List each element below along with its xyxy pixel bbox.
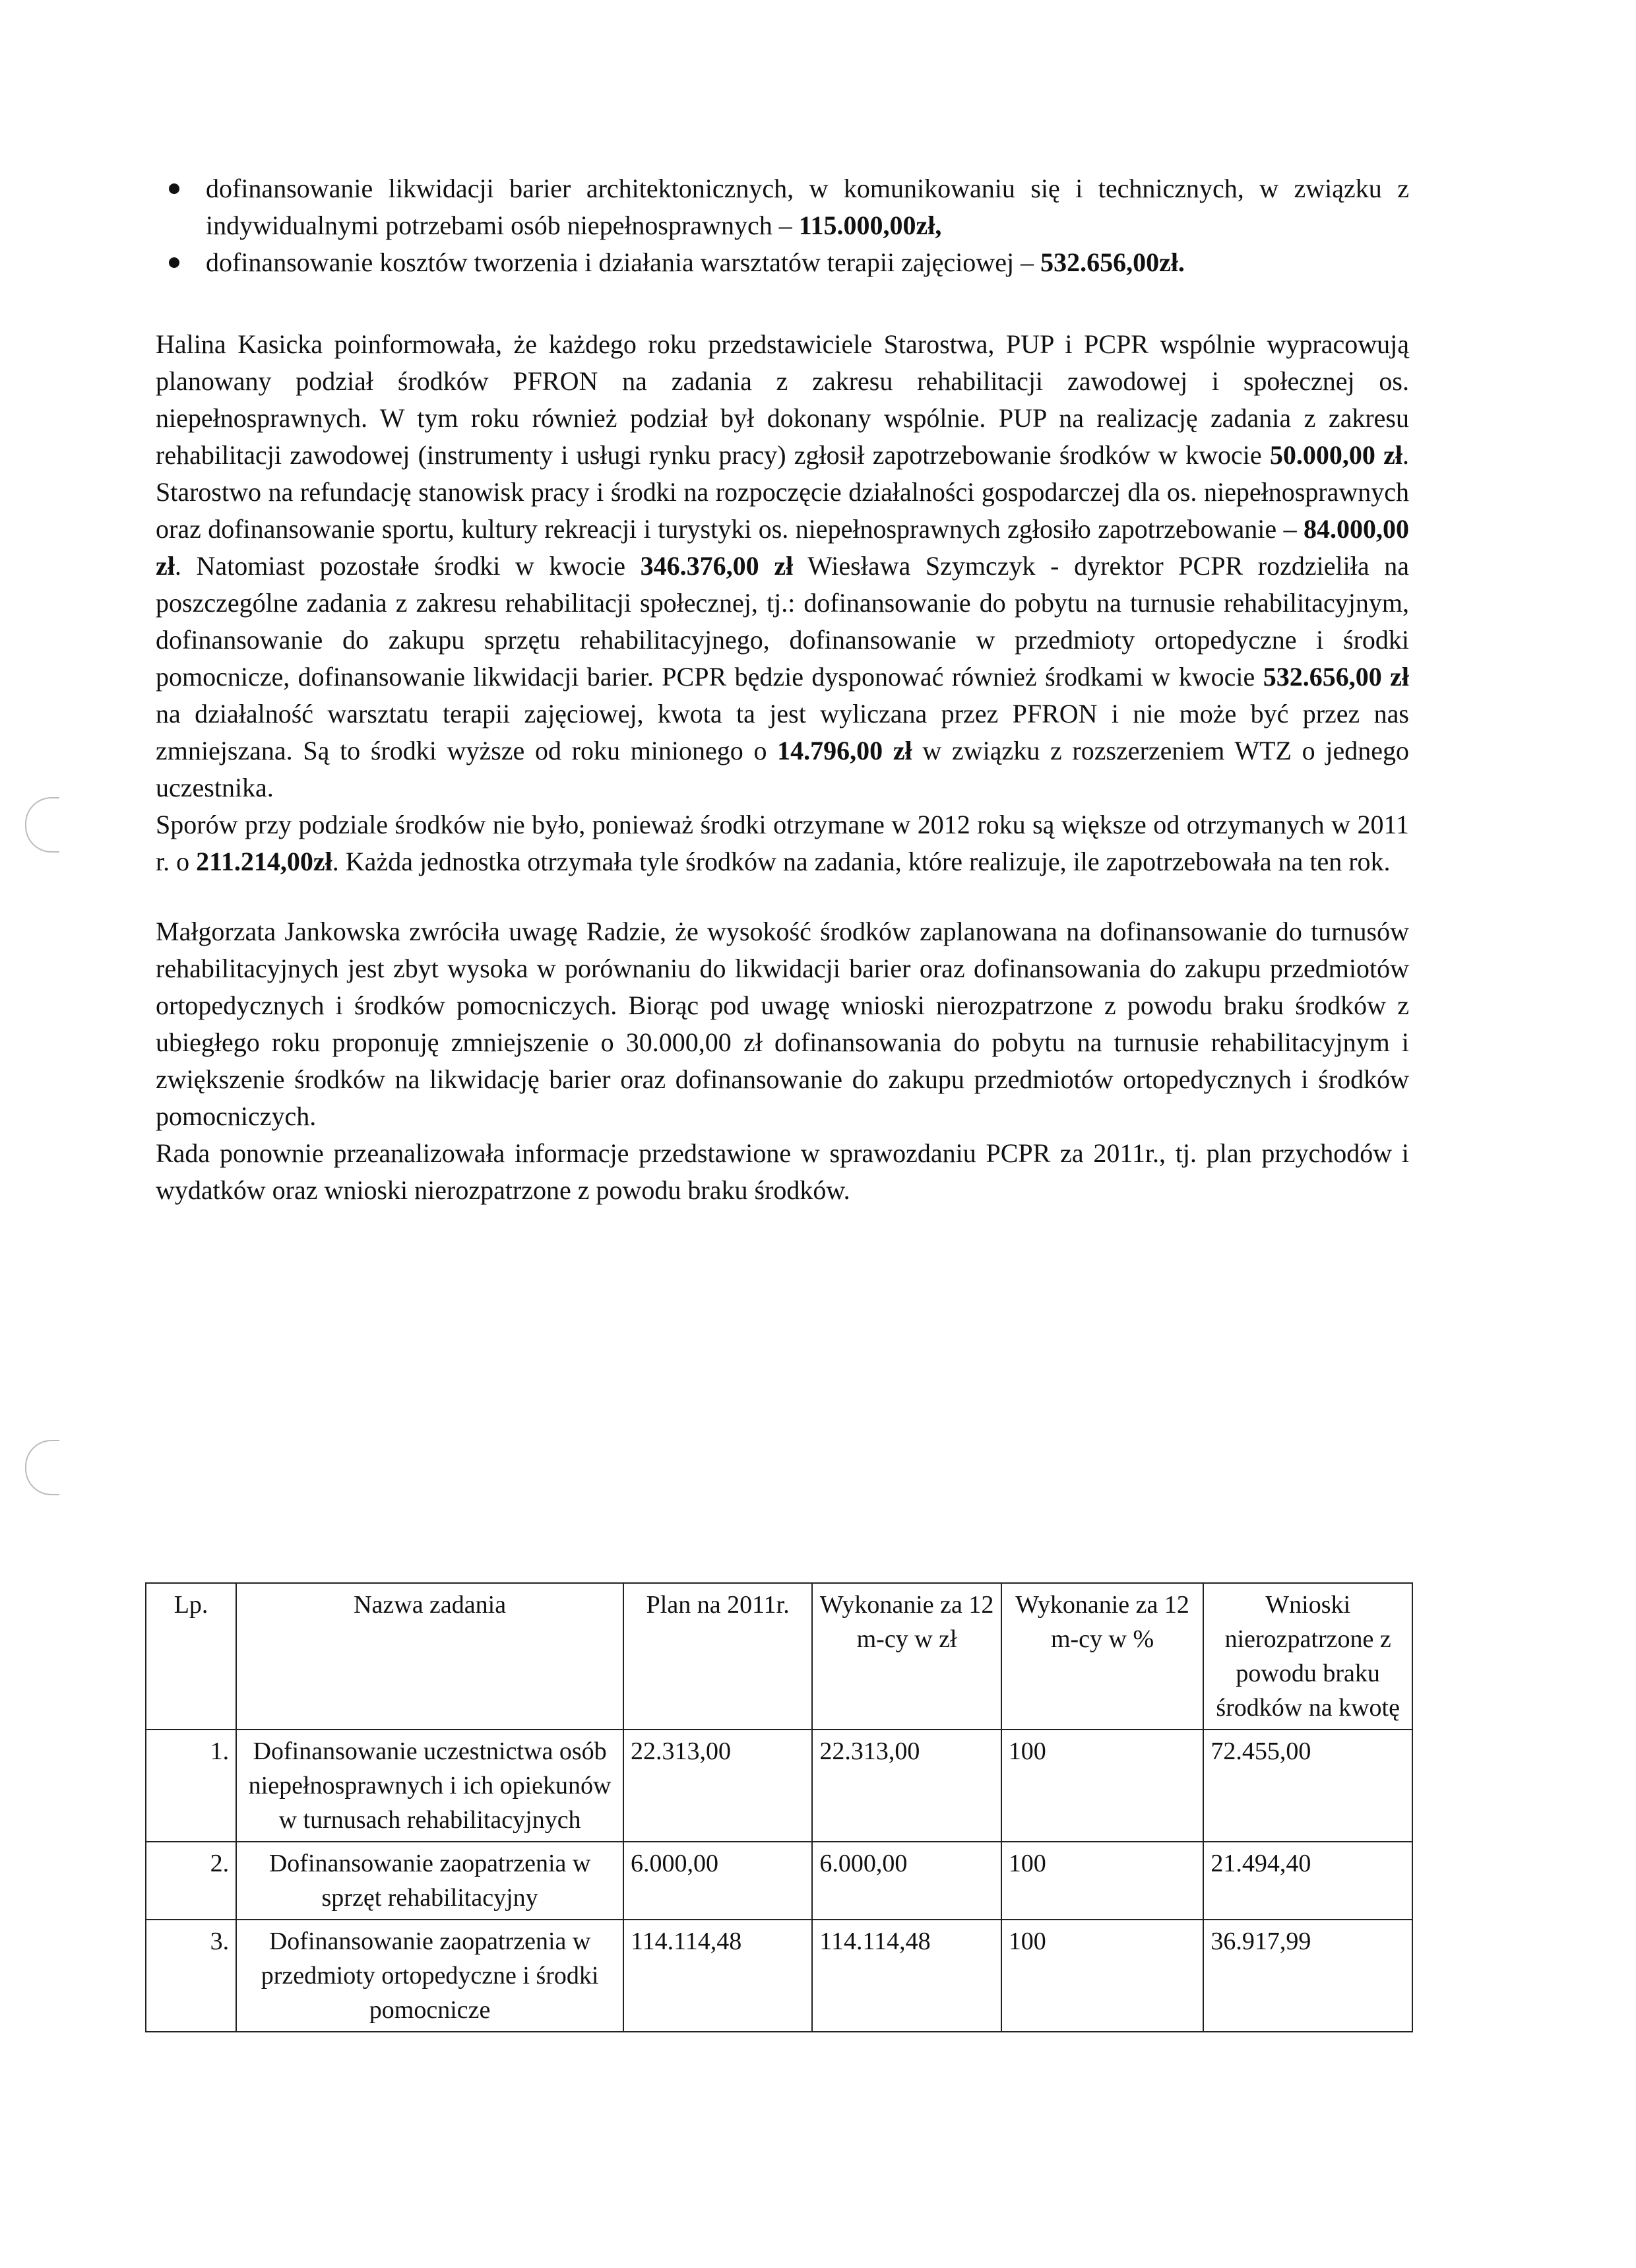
cell-plan: 114.114,48: [623, 1920, 812, 2032]
table-row: [146, 1842, 1412, 1920]
header-pending-requests: Wnioski nierozpatrzone z powodu braku środków na kwotę: [1203, 1583, 1412, 1730]
bullet-icon: [169, 257, 179, 268]
list-item-amount: 115.000,00zł,: [798, 211, 942, 240]
cell-pending-requests: 72.455,00: [1203, 1730, 1412, 1842]
cell-execution-percent: 100: [1001, 1730, 1204, 1842]
paragraph-disputes: Sporów przy podziale środków nie było, ponieważ środki otrzymane w 2012 roku są większe od otrzymanych w 2011 r. o 211.214,00zł. Każda jednostka otrzymała tyle środków na zadania, które realizuje, ile zapotrzebowała na ten rok.: [156, 810, 1409, 876]
list-item-text: dofinansowanie likwidacji barier architektonicznych, w komunikowaniu się i technicznych, w związku z indywidualnymi potrzebami osób niepełnosprawnych –: [206, 174, 1409, 240]
cell-execution-percent: 100: [1001, 1842, 1204, 1920]
header-lp: Lp.: [146, 1583, 236, 1730]
cell-execution-zl: 6.000,00: [812, 1842, 1001, 1920]
document-body: [156, 170, 1409, 1209]
header-plan: Plan na 2011r.: [623, 1583, 812, 1730]
cell-lp: 1.: [146, 1730, 236, 1842]
paragraph-kasicka: Halina Kasicka poinformowała, że każdego roku przedstawiciele Starostwa, PUP i PCPR wspólnie wypracowują planowany podział środków PFRON na zadania z zakresu rehabilitacji zawodowej i społecznej os. niepełnosprawnych. W tym roku również podział był dokonany wspólnie. PUP na realizację zadania z zakresu rehabilitacji zawodowej (instrumenty i usługi rynku pracy) zgłosił zapotrzebowanie środków w kwocie 50.000,00 zł. Starostwo na refundację stanowisk pracy i środki na rozpoczęcie działalności gospodarczej dla os. niepełnosprawnych oraz dofinansowanie sportu, kultury rekreacji i turystyki os. niepełnosprawnych zgłosiło zapotrzebowanie – 84.000,00 zł. Natomiast pozostałe środki w kwocie 346.376,00 zł Wiesława Szymczyk - dyrektor PCPR rozdzieliła na poszczególne zadania z zakresu rehabilitacji społecznej, tj.: dofinansowanie do pobytu na turnusie rehabilitacyjnym, dofinansowanie do zakupu sprzętu rehabilitacyjnego, dofinansowanie w przedmioty ortopedyczne i środki pomocnicze, dofinansowanie likwidacji barier. PCPR będzie dysponować również środkami w kwocie 532.656,00 zł na działalność warsztatu terapii zajęciowej, kwota ta jest wyliczana przez PFRON i nie może być przez nas zmniejszana. Są to środki wyższe od roku minionego o 14.796,00 zł w związku z rozszerzeniem WTZ o jednego uczestnika.: [156, 329, 1409, 802]
cell-lp: 3.: [146, 1920, 236, 2032]
cell-execution-percent: 100: [1001, 1920, 1204, 2032]
cell-execution-zl: 114.114,48: [812, 1920, 1001, 2032]
cell-task-name: Dofinansowanie zaopatrzenia w przedmioty ortopedyczne i środki pomocnicze: [236, 1920, 623, 2032]
punch-hole-mark: [25, 1440, 59, 1495]
cell-execution-zl: 22.313,00: [812, 1730, 1001, 1842]
cell-plan: 22.313,00: [623, 1730, 812, 1842]
table-row: [146, 1920, 1412, 2032]
header-task-name: Nazwa zadania: [236, 1583, 623, 1730]
header-execution-zl: Wykonanie za 12 m-cy w zł: [812, 1583, 1001, 1730]
punch-hole-mark: [25, 797, 59, 853]
list-item-amount: 532.656,00zł.: [1040, 247, 1185, 277]
cell-pending-requests: 21.494,40: [1203, 1842, 1412, 1920]
list-item: [156, 244, 1409, 281]
paragraph-jankowska: Małgorzata Jankowska zwróciła uwagę Radzie, że wysokość środków zaplanowana na dofinansowanie do turnusów rehabilitacyjnych jest zbyt wysoka w porównaniu do likwidacji barier oraz dofinansowania do zakupu przedmiotów ortopedycznych i środków pomocniczych. Biorąc pod uwagę wnioski nierozpatrzone z powodu braku środków z ubiegłego roku proponuję zmniejszenie o 30.000,00 zł dofinansowania do pobytu na turnusie rehabilitacyjnym i zwiększenie środków na likwidację barier oraz dofinansowanie do zakupu przedmiotów ortopedycznych i środków pomocniczych.: [156, 917, 1409, 1131]
table-row: [146, 1730, 1412, 1842]
pfron-plan-table: [145, 1582, 1413, 2032]
funding-list: [156, 170, 1409, 281]
cell-lp: 2.: [146, 1842, 236, 1920]
list-item: [156, 170, 1409, 244]
cell-pending-requests: 36.917,99: [1203, 1920, 1412, 2032]
header-execution-percent: Wykonanie za 12 m-cy w %: [1001, 1583, 1204, 1730]
bullet-icon: [169, 183, 179, 194]
cell-plan: 6.000,00: [623, 1842, 812, 1920]
list-item-text: dofinansowanie kosztów tworzenia i działania warsztatów terapii zajęciowej –: [206, 247, 1041, 277]
cell-task-name: Dofinansowanie zaopatrzenia w sprzęt rehabilitacyjny: [236, 1842, 623, 1920]
table-header-row: [146, 1583, 1412, 1730]
cell-task-name: Dofinansowanie uczestnictwa osób niepełnosprawnych i ich opiekunów w turnusach rehabilitacyjnych: [236, 1730, 623, 1842]
paragraph-council: Rada ponownie przeanalizowała informacje przedstawione w sprawozdaniu PCPR za 2011r., tj. plan przychodów i wydatków oraz wnioski nierozpatrzone z powodu braku środków.: [156, 1138, 1409, 1205]
